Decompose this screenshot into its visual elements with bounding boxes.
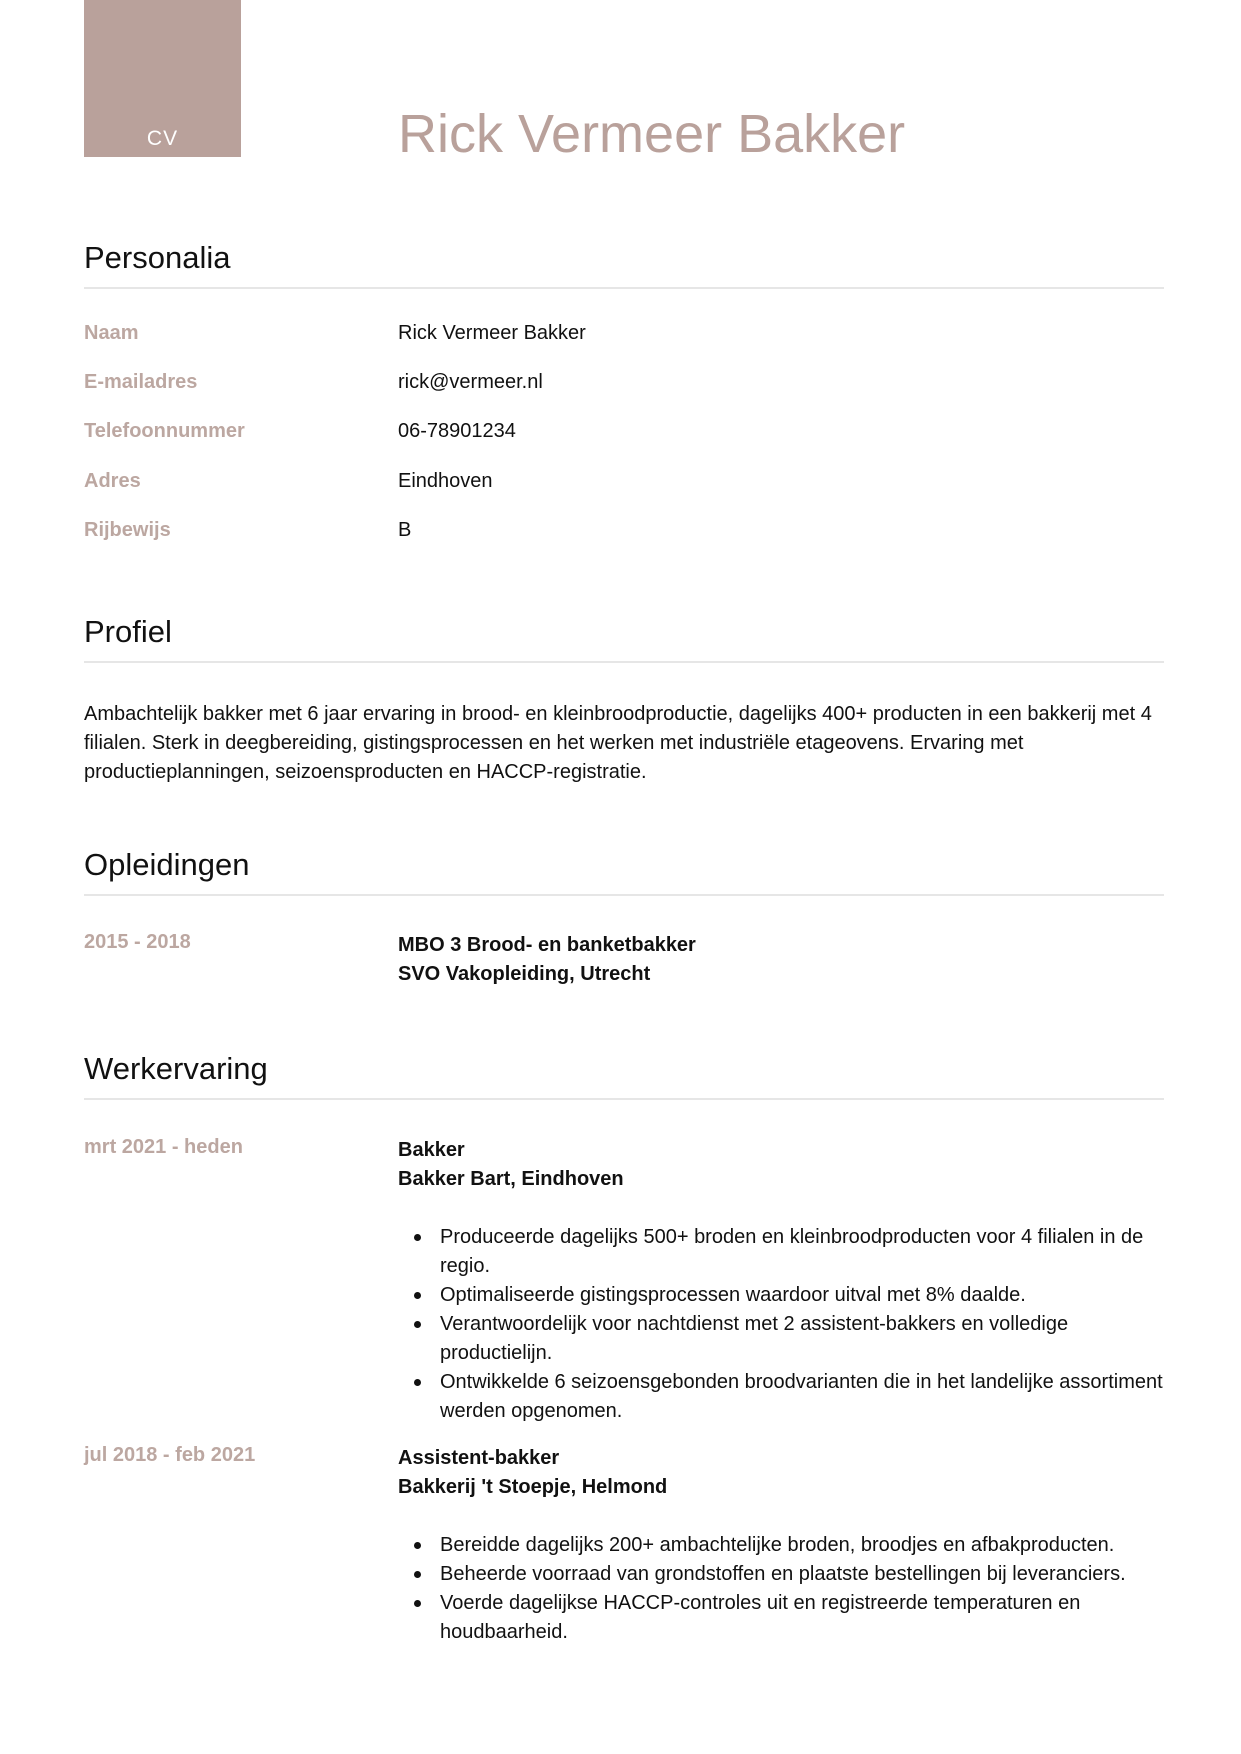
- field-label: Naam: [84, 322, 139, 344]
- section-heading-opleidingen: Opleidingen: [84, 849, 1164, 896]
- work-period: jul 2018 - feb 2021: [84, 1444, 256, 1466]
- work-bullet: Optimaliseerde gistingsprocessen waardoor uitval met 8% daalde.: [440, 1281, 1164, 1310]
- work-company: Bakker Bart, Eindhoven: [398, 1168, 624, 1190]
- work-bullet-list: [398, 1223, 1164, 1426]
- profile-text: Ambachtelijk bakker met 6 jaar ervaring in brood- en kleinbroodproductie, dagelijks 400+ producten in een bakkerij met 4 filialen. Sterk in deegbereiding, gistingsprocessen en het werken met industriële etageovens. Ervaring met productieplanningen, seizoensproducten en HACCP-registratie.: [84, 703, 1152, 783]
- field-value: rick@vermeer.nl: [398, 371, 543, 393]
- section-heading-werkervaring: Werkervaring: [84, 1053, 1164, 1100]
- section-heading-profiel: Profiel: [84, 616, 1164, 663]
- work-bullet-list: [398, 1531, 1164, 1647]
- work-title: Assistent-bakker: [398, 1447, 560, 1469]
- photo-placeholder: [84, 0, 241, 157]
- photo-label: CV: [146, 127, 179, 150]
- personalia-row-phone: [84, 420, 1164, 450]
- work-title: Bakker: [398, 1139, 465, 1161]
- field-label: Telefoonnummer: [84, 420, 245, 442]
- field-value: Eindhoven: [398, 470, 493, 492]
- work-bullet: Verantwoordelijk voor nachtdienst met 2 assistent-bakkers en volledige productielijn.: [440, 1310, 1164, 1368]
- education-details: [398, 931, 1164, 989]
- field-value: B: [398, 519, 412, 541]
- personalia-row-email: [84, 371, 1164, 401]
- section-heading-personalia: Personalia: [84, 242, 1164, 289]
- work-details: [398, 1444, 1164, 1647]
- work-bullet: Bereidde dagelijks 200+ ambachtelijke broden, broodjes en afbakproducten.: [440, 1531, 1164, 1560]
- personalia-row-address: [84, 470, 1164, 500]
- page-title: Rick Vermeer Bakker: [398, 104, 906, 164]
- education-period: 2015 - 2018: [84, 931, 191, 953]
- work-bullet: Produceerde dagelijks 500+ broden en kleinbroodproducten voor 4 filialen in de regio.: [440, 1223, 1164, 1281]
- field-label: Adres: [84, 470, 141, 492]
- work-bullet: Voerde dagelijkse HACCP-controles uit en registreerde temperaturen en houdbaarheid.: [440, 1589, 1164, 1647]
- education-title: MBO 3 Brood- en banketbakker: [398, 934, 696, 956]
- work-bullet: Ontwikkelde 6 seizoensgebonden broodvarianten die in het landelijke assortiment werden opgenomen.: [440, 1368, 1164, 1426]
- work-company: Bakkerij 't Stoepje, Helmond: [398, 1476, 668, 1498]
- education-institution: SVO Vakopleiding, Utrecht: [398, 963, 651, 985]
- work-bullet: Beheerde voorraad van grondstoffen en plaatste bestellingen bij leveranciers.: [440, 1560, 1164, 1589]
- work-period: mrt 2021 - heden: [84, 1136, 243, 1158]
- personalia-row-license: [84, 519, 1164, 549]
- work-details: [398, 1136, 1164, 1426]
- field-label: Rijbewijs: [84, 519, 171, 541]
- personalia-row-name: [84, 322, 1164, 352]
- field-label: E-mailadres: [84, 371, 198, 393]
- field-value: Rick Vermeer Bakker: [398, 322, 586, 344]
- field-value: 06-78901234: [398, 420, 516, 442]
